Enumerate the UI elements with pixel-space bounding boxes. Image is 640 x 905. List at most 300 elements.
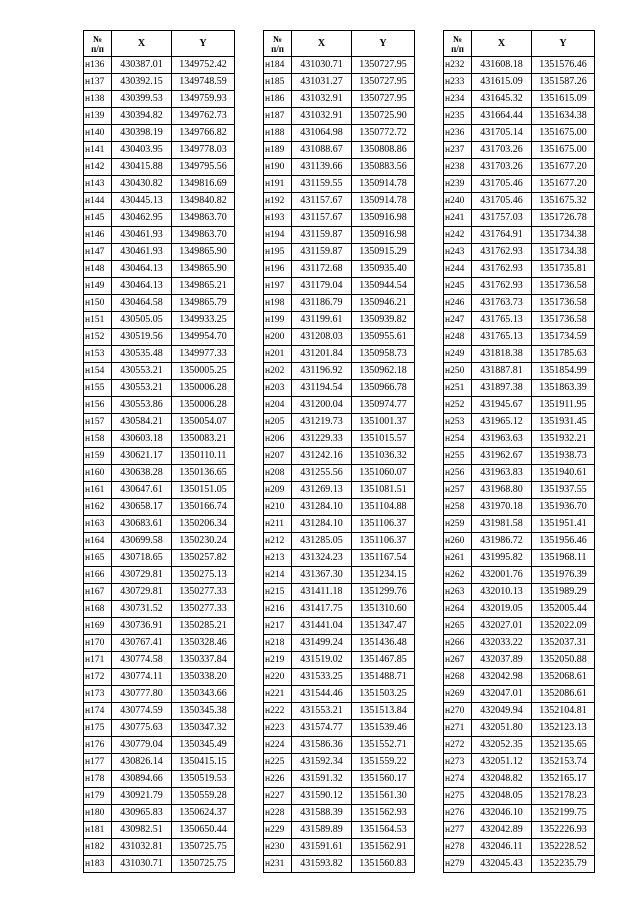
point-number-cell: н171	[84, 652, 112, 669]
x-coordinate-cell: 430894.66	[112, 771, 172, 788]
y-coordinate-cell: 1350935.40	[352, 261, 415, 278]
x-coordinate-cell: 430535.48	[112, 346, 172, 363]
y-coordinate-cell: 1349865.21	[172, 278, 235, 295]
table-row	[264, 652, 415, 669]
point-number-cell: н209	[264, 482, 292, 499]
point-number-cell: н204	[264, 397, 292, 414]
y-coordinate-cell: 1350966.78	[352, 380, 415, 397]
x-coordinate-cell: 430921.79	[112, 788, 172, 805]
x-coordinate-cell: 430621.17	[112, 448, 172, 465]
table-row	[264, 754, 415, 771]
point-number-cell: н275	[444, 788, 472, 805]
y-coordinate-cell: 1352104.81	[532, 703, 595, 720]
x-coordinate-cell: 430553.86	[112, 397, 172, 414]
x-coordinate-cell: 430647.61	[112, 482, 172, 499]
point-number-cell: н279	[444, 856, 472, 873]
point-number-cell: н228	[264, 805, 292, 822]
point-number-cell: н198	[264, 295, 292, 312]
point-number-cell: н141	[84, 142, 112, 159]
table-row	[84, 567, 235, 584]
table-row	[444, 448, 595, 465]
x-coordinate-cell: 430399.53	[112, 91, 172, 108]
y-coordinate-cell: 1351104.88	[352, 499, 415, 516]
point-number-cell: н238	[444, 159, 472, 176]
y-coordinate-cell: 1349795.56	[172, 159, 235, 176]
x-coordinate-cell: 431963.63	[472, 431, 532, 448]
point-number-cell: н150	[84, 295, 112, 312]
y-coordinate-cell: 1351561.30	[352, 788, 415, 805]
table-row	[444, 533, 595, 550]
x-coordinate-cell: 432049.94	[472, 703, 532, 720]
table-row	[264, 244, 415, 261]
table-row	[444, 380, 595, 397]
x-coordinate-cell: 430403.95	[112, 142, 172, 159]
y-coordinate-cell: 1349778.03	[172, 142, 235, 159]
point-number-cell: н248	[444, 329, 472, 346]
point-number-cell: н245	[444, 278, 472, 295]
table-row	[264, 601, 415, 618]
table-row	[264, 91, 415, 108]
table-row	[444, 193, 595, 210]
point-number-cell: н222	[264, 703, 292, 720]
table-row	[84, 57, 235, 74]
point-number-cell: н197	[264, 278, 292, 295]
table-row	[84, 601, 235, 618]
y-coordinate-cell: 1350727.95	[352, 74, 415, 91]
point-number-cell: н206	[264, 431, 292, 448]
point-number-cell: н200	[264, 329, 292, 346]
y-coordinate-cell: 1352178.23	[532, 788, 595, 805]
x-coordinate-cell: 430394.82	[112, 108, 172, 125]
table-row	[84, 771, 235, 788]
point-number-cell: н179	[84, 788, 112, 805]
y-coordinate-cell: 1351734.59	[532, 329, 595, 346]
table-row	[84, 856, 235, 873]
x-coordinate-cell: 430731.52	[112, 601, 172, 618]
y-coordinate-cell: 1351736.58	[532, 312, 595, 329]
y-coordinate-cell: 1351735.81	[532, 261, 595, 278]
table-row	[264, 618, 415, 635]
point-number-cell: н187	[264, 108, 292, 125]
table-row	[444, 363, 595, 380]
x-coordinate-cell: 432051.80	[472, 720, 532, 737]
table-row	[444, 618, 595, 635]
point-number-cell: н147	[84, 244, 112, 261]
table-row	[84, 74, 235, 91]
y-coordinate-cell: 1350958.73	[352, 346, 415, 363]
table-row	[84, 550, 235, 567]
x-coordinate-cell: 431208.03	[292, 329, 352, 346]
y-coordinate-cell: 1350151.05	[172, 482, 235, 499]
point-number-cell: н259	[444, 516, 472, 533]
y-coordinate-cell: 1350110.11	[172, 448, 235, 465]
x-coordinate-cell: 430462.95	[112, 210, 172, 227]
table-row	[84, 295, 235, 312]
y-header: Y	[532, 31, 595, 57]
x-coordinate-cell: 432046.11	[472, 839, 532, 856]
x-coordinate-cell: 431519.02	[292, 652, 352, 669]
y-coordinate-cell: 1352135.65	[532, 737, 595, 754]
point-number-cell: н239	[444, 176, 472, 193]
point-number-cell: н146	[84, 227, 112, 244]
y-coordinate-cell: 1351436.48	[352, 635, 415, 652]
point-number-cell: н215	[264, 584, 292, 601]
x-coordinate-cell: 431589.89	[292, 822, 352, 839]
y-coordinate-cell: 1350136.65	[172, 465, 235, 482]
x-coordinate-cell: 431159.55	[292, 176, 352, 193]
x-coordinate-cell: 431411.18	[292, 584, 352, 601]
point-number-cell: н243	[444, 244, 472, 261]
x-coordinate-cell: 431284.10	[292, 516, 352, 533]
table-row	[444, 652, 595, 669]
x-coordinate-cell: 432046.10	[472, 805, 532, 822]
point-number-cell: н199	[264, 312, 292, 329]
table-row	[264, 788, 415, 805]
point-number-cell: н167	[84, 584, 112, 601]
x-coordinate-cell: 431615.09	[472, 74, 532, 91]
table-row	[444, 669, 595, 686]
x-coordinate-cell: 432045.43	[472, 856, 532, 873]
point-number-cell: н251	[444, 380, 472, 397]
table-row	[264, 74, 415, 91]
table-row	[264, 720, 415, 737]
x-coordinate-cell: 431995.82	[472, 550, 532, 567]
table-row	[444, 57, 595, 74]
table-row	[444, 550, 595, 567]
table-row	[444, 176, 595, 193]
x-coordinate-cell: 431172.68	[292, 261, 352, 278]
point-number-cell: н168	[84, 601, 112, 618]
point-number-cell: н202	[264, 363, 292, 380]
point-number-cell: н257	[444, 482, 472, 499]
x-coordinate-cell: 431608.18	[472, 57, 532, 74]
point-number-cell: н217	[264, 618, 292, 635]
x-coordinate-cell: 431593.82	[292, 856, 352, 873]
y-coordinate-cell: 1350727.95	[352, 57, 415, 74]
point-number-cell: н203	[264, 380, 292, 397]
y-coordinate-cell: 1350559.28	[172, 788, 235, 805]
y-coordinate-cell: 1351467.85	[352, 652, 415, 669]
y-coordinate-cell: 1349863.70	[172, 210, 235, 227]
table-row	[444, 244, 595, 261]
x-coordinate-cell: 431157.67	[292, 193, 352, 210]
y-coordinate-cell: 1351036.32	[352, 448, 415, 465]
point-number-cell: н159	[84, 448, 112, 465]
point-number-cell: н249	[444, 346, 472, 363]
table-row	[264, 261, 415, 278]
y-coordinate-cell: 1351956.46	[532, 533, 595, 550]
y-coordinate-cell: 1351562.91	[352, 839, 415, 856]
table-row	[84, 159, 235, 176]
point-number-cell: н277	[444, 822, 472, 839]
x-coordinate-cell: 430603.18	[112, 431, 172, 448]
y-header: Y	[172, 31, 235, 57]
table-row	[444, 465, 595, 482]
table-row	[444, 278, 595, 295]
x-coordinate-cell: 431194.54	[292, 380, 352, 397]
table-row	[264, 142, 415, 159]
point-number-cell: н152	[84, 329, 112, 346]
y-coordinate-cell: 1351932.21	[532, 431, 595, 448]
y-coordinate-cell: 1350772.72	[352, 125, 415, 142]
x-coordinate-cell: 431945.67	[472, 397, 532, 414]
y-coordinate-cell: 1349933.25	[172, 312, 235, 329]
table-row	[264, 856, 415, 873]
y-coordinate-cell: 1352050.88	[532, 652, 595, 669]
table-row	[264, 839, 415, 856]
point-number-cell: н213	[264, 550, 292, 567]
y-coordinate-cell: 1350285.21	[172, 618, 235, 635]
x-coordinate-cell: 431897.38	[472, 380, 532, 397]
x-coordinate-cell: 430736.91	[112, 618, 172, 635]
x-coordinate-cell: 431965.12	[472, 414, 532, 431]
table-row	[264, 499, 415, 516]
x-coordinate-cell: 430774.58	[112, 652, 172, 669]
table-row	[444, 856, 595, 873]
x-coordinate-cell: 430519.56	[112, 329, 172, 346]
point-number-cell: н229	[264, 822, 292, 839]
x-header: X	[112, 31, 172, 57]
y-coordinate-cell: 1351854.99	[532, 363, 595, 380]
y-coordinate-cell: 1351560.83	[352, 856, 415, 873]
x-header: X	[472, 31, 532, 57]
y-coordinate-cell: 1350650.44	[172, 822, 235, 839]
x-coordinate-cell: 431757.03	[472, 210, 532, 227]
point-number-cell: н177	[84, 754, 112, 771]
table-row	[264, 193, 415, 210]
y-coordinate-cell: 1351863.39	[532, 380, 595, 397]
table-row	[84, 805, 235, 822]
table-row	[84, 686, 235, 703]
y-coordinate-cell: 1350005.25	[172, 363, 235, 380]
table-row	[444, 771, 595, 788]
x-coordinate-cell: 431533.25	[292, 669, 352, 686]
y-coordinate-cell: 1350725.90	[352, 108, 415, 125]
point-number-cell: н136	[84, 57, 112, 74]
point-number-cell: н144	[84, 193, 112, 210]
y-coordinate-cell: 1350415.15	[172, 754, 235, 771]
point-number-cell: н191	[264, 176, 292, 193]
point-number-cell: н225	[264, 754, 292, 771]
x-coordinate-cell: 430415.88	[112, 159, 172, 176]
x-coordinate-cell: 430392.15	[112, 74, 172, 91]
point-number-cell: н211	[264, 516, 292, 533]
table-row	[264, 346, 415, 363]
point-number-cell: н240	[444, 193, 472, 210]
y-coordinate-cell: 1350808.86	[352, 142, 415, 159]
y-coordinate-cell: 1351552.71	[352, 737, 415, 754]
x-coordinate-cell: 431963.83	[472, 465, 532, 482]
point-number-cell: н233	[444, 74, 472, 91]
point-number-cell: н208	[264, 465, 292, 482]
point-number-cell: н192	[264, 193, 292, 210]
y-coordinate-cell: 1351989.29	[532, 584, 595, 601]
point-number-cell: н180	[84, 805, 112, 822]
table-row	[84, 482, 235, 499]
y-coordinate-cell: 1350946.21	[352, 295, 415, 312]
y-coordinate-cell: 1350337.84	[172, 652, 235, 669]
x-coordinate-cell: 431200.04	[292, 397, 352, 414]
y-coordinate-cell: 1352226.93	[532, 822, 595, 839]
y-coordinate-cell: 1350277.33	[172, 601, 235, 618]
point-number-cell: н234	[444, 91, 472, 108]
point-number-cell: н267	[444, 652, 472, 669]
x-coordinate-cell: 431970.18	[472, 499, 532, 516]
y-coordinate-cell: 1350962.18	[352, 363, 415, 380]
table-row	[444, 312, 595, 329]
table-row	[264, 278, 415, 295]
y-coordinate-cell: 1352037.31	[532, 635, 595, 652]
table-row	[84, 142, 235, 159]
x-coordinate-cell: 430767.41	[112, 635, 172, 652]
y-coordinate-cell: 1351615.09	[532, 91, 595, 108]
point-number-cell: н142	[84, 159, 112, 176]
y-coordinate-cell: 1350725.75	[172, 839, 235, 856]
y-coordinate-cell: 1351675.32	[532, 193, 595, 210]
table-row	[84, 244, 235, 261]
y-coordinate-cell: 1352153.74	[532, 754, 595, 771]
coordinates-table	[263, 30, 415, 873]
y-coordinate-cell: 1351060.07	[352, 465, 415, 482]
x-coordinate-cell: 430398.19	[112, 125, 172, 142]
x-coordinate-cell: 431196.92	[292, 363, 352, 380]
table-row	[444, 788, 595, 805]
table-row	[444, 737, 595, 754]
x-coordinate-cell: 432010.13	[472, 584, 532, 601]
table-row	[84, 176, 235, 193]
point-number-cell: н161	[84, 482, 112, 499]
table-row	[444, 839, 595, 856]
x-coordinate-cell: 431159.87	[292, 227, 352, 244]
y-coordinate-cell: 1350725.75	[172, 856, 235, 873]
x-coordinate-cell: 430461.93	[112, 227, 172, 244]
point-number-cell: н216	[264, 601, 292, 618]
table-row	[84, 329, 235, 346]
table-row	[264, 295, 415, 312]
y-coordinate-cell: 1350916.98	[352, 227, 415, 244]
table-row	[84, 431, 235, 448]
point-number-cell: н231	[264, 856, 292, 873]
table-row	[444, 227, 595, 244]
x-coordinate-cell: 431064.98	[292, 125, 352, 142]
x-coordinate-cell: 431032.91	[292, 108, 352, 125]
point-number-cell: н166	[84, 567, 112, 584]
x-coordinate-cell: 431139.66	[292, 159, 352, 176]
x-coordinate-cell: 430774.11	[112, 669, 172, 686]
point-number-cell: н260	[444, 533, 472, 550]
table-header-row	[84, 31, 235, 57]
table-row	[84, 397, 235, 414]
y-coordinate-cell: 1350345.49	[172, 737, 235, 754]
x-coordinate-cell: 431762.93	[472, 278, 532, 295]
y-coordinate-cell: 1351937.55	[532, 482, 595, 499]
point-number-cell: н207	[264, 448, 292, 465]
x-coordinate-cell: 432037.89	[472, 652, 532, 669]
table-row	[444, 295, 595, 312]
x-coordinate-cell: 431324.23	[292, 550, 352, 567]
x-coordinate-cell: 431705.46	[472, 193, 532, 210]
table-row	[264, 57, 415, 74]
x-coordinate-cell: 431645.32	[472, 91, 532, 108]
point-number-cell: н273	[444, 754, 472, 771]
table-row	[84, 91, 235, 108]
x-coordinate-cell: 432052.35	[472, 737, 532, 754]
y-coordinate-cell: 1351001.37	[352, 414, 415, 431]
y-coordinate-cell: 1351299.76	[352, 584, 415, 601]
x-coordinate-cell: 431586.36	[292, 737, 352, 754]
x-coordinate-cell: 431441.04	[292, 618, 352, 635]
table-row	[444, 414, 595, 431]
y-coordinate-cell: 1350519.53	[172, 771, 235, 788]
x-coordinate-cell: 431762.93	[472, 244, 532, 261]
x-coordinate-cell: 431765.13	[472, 329, 532, 346]
x-coordinate-cell: 431159.87	[292, 244, 352, 261]
y-coordinate-cell: 1352086.61	[532, 686, 595, 703]
point-number-cell: н261	[444, 550, 472, 567]
y-coordinate-cell: 1351106.37	[352, 533, 415, 550]
point-number-cell: н263	[444, 584, 472, 601]
x-coordinate-cell: 431703.26	[472, 142, 532, 159]
table-row	[444, 125, 595, 142]
point-number-cell: н271	[444, 720, 472, 737]
x-coordinate-cell: 431367.30	[292, 567, 352, 584]
table-row	[264, 397, 415, 414]
x-coordinate-cell: 432019.05	[472, 601, 532, 618]
table-row	[84, 516, 235, 533]
y-coordinate-cell: 1349865.90	[172, 244, 235, 261]
table-row	[444, 686, 595, 703]
point-number-cell: н221	[264, 686, 292, 703]
x-coordinate-cell: 432042.89	[472, 822, 532, 839]
table-row	[444, 822, 595, 839]
y-coordinate-cell: 1350974.77	[352, 397, 415, 414]
y-coordinate-cell: 1352235.79	[532, 856, 595, 873]
coordinates-table	[443, 30, 595, 873]
x-coordinate-cell: 430774.59	[112, 703, 172, 720]
table-row	[444, 74, 595, 91]
point-number-cell: н246	[444, 295, 472, 312]
y-coordinate-cell: 1352022.09	[532, 618, 595, 635]
point-number-cell: н218	[264, 635, 292, 652]
x-coordinate-cell: 431201.84	[292, 346, 352, 363]
point-number-cell: н189	[264, 142, 292, 159]
table-row	[264, 805, 415, 822]
y-coordinate-cell: 1351736.58	[532, 295, 595, 312]
table-row	[444, 720, 595, 737]
y-coordinate-cell: 1351081.51	[352, 482, 415, 499]
x-coordinate-cell: 431242.16	[292, 448, 352, 465]
x-coordinate-cell: 432047.01	[472, 686, 532, 703]
x-coordinate-cell: 430553.21	[112, 380, 172, 397]
point-number-cell: н265	[444, 618, 472, 635]
x-coordinate-cell: 431255.56	[292, 465, 352, 482]
table-row	[84, 278, 235, 295]
table-row	[264, 448, 415, 465]
table-row	[264, 482, 415, 499]
y-coordinate-cell: 1349865.90	[172, 261, 235, 278]
point-number-cell: н256	[444, 465, 472, 482]
point-number-cell: н183	[84, 856, 112, 873]
y-coordinate-cell: 1350277.33	[172, 584, 235, 601]
x-coordinate-cell: 431199.61	[292, 312, 352, 329]
y-coordinate-cell: 1351911.95	[532, 397, 595, 414]
y-coordinate-cell: 1350206.34	[172, 516, 235, 533]
point-number-header: № п/п	[84, 31, 112, 57]
table-row	[84, 414, 235, 431]
point-number-cell: н205	[264, 414, 292, 431]
y-coordinate-cell: 1351106.37	[352, 516, 415, 533]
point-number-cell: н278	[444, 839, 472, 856]
